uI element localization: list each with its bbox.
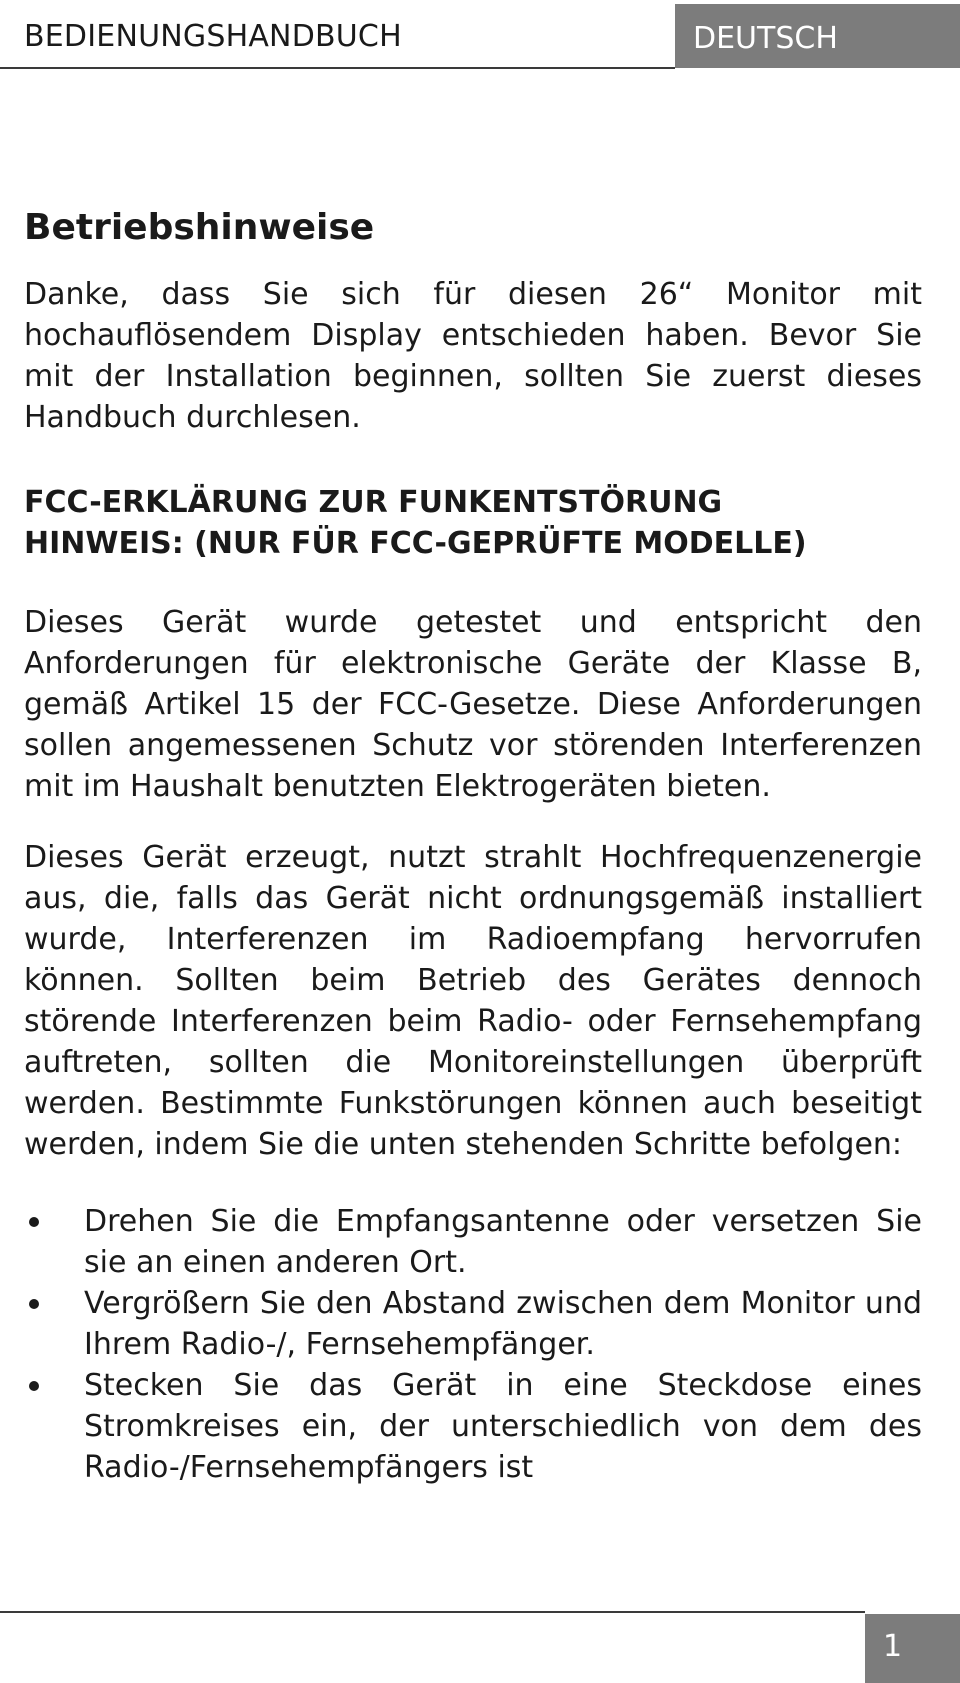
fcc-paragraph-2: Dieses Gerät erzeugt, nutzt strahlt Hochfrequenzenergie aus, die, falls das Gerät nicht ordnungsgemäß installiert wurde, Interferenzen im Radioempfang hervorrufen können. Sollten beim Betrieb des Gerätes dennoch störende Interferenzen beim Radio- oder Fernsehempfang auftreten, sollten die Monitoreinstellungen überprüft werden. Bestimmte Funkstörungen können auch beseitigt werden, indem Sie die unten stehenden Schritte befolgen:	[24, 840, 922, 1162]
list-item-text: Drehen Sie die Empfangsantenne oder versetzen Sie sie an einen anderen Ort.	[84, 1204, 922, 1280]
steps-list	[24, 1201, 922, 1488]
page-header	[0, 0, 960, 72]
language-tab	[675, 4, 960, 68]
intro-paragraph: Danke, dass Sie sich für diesen 26“ Monitor mit hochauflösendem Display entschieden haben. Bevor Sie mit der Installation beginnen, sollten Sie zuerst dieses Handbuch durchlesen.	[24, 277, 922, 435]
page-content	[24, 204, 922, 1488]
section-title: Betriebshinweise	[24, 207, 375, 248]
list-item	[24, 1283, 922, 1365]
fcc-heading	[24, 482, 922, 564]
list-item-text: Vergrößern Sie den Abstand zwischen dem Monitor und Ihrem Radio-/, Fernsehempfänger.	[84, 1286, 922, 1362]
bullet-icon	[29, 1381, 39, 1391]
footer-divider	[0, 1611, 865, 1613]
bullet-icon	[29, 1299, 39, 1309]
manual-title: BEDIENUNGSHANDBUCH	[24, 19, 402, 54]
page-number: 1	[883, 1629, 903, 1664]
list-item	[24, 1365, 922, 1488]
page-number-box	[865, 1614, 960, 1683]
fcc-heading-line-1: FCC-ERKLÄRUNG ZUR FUNKENTSTÖRUNG	[24, 485, 723, 520]
header-divider	[0, 67, 675, 69]
bullet-icon	[29, 1217, 39, 1227]
list-item-text: Stecken Sie das Gerät in eine Steckdose eines Stromkreises ein, der unterschiedlich von dem des Radio-/Fernsehempfängers ist	[84, 1368, 922, 1485]
fcc-heading-line-2: HINWEIS: (NUR FÜR FCC-GEPRÜFTE MODELLE)	[24, 526, 807, 561]
language-label: DEUTSCH	[693, 21, 838, 56]
fcc-paragraph-1: Dieses Gerät wurde getestet und entspricht den Anforderungen für elektronische Geräte der Klasse B, gemäß Artikel 15 der FCC-Gesetze. Diese Anforderungen sollen angemessenen Schutz vor störenden Interferenzen mit im Haushalt benutzten Elektrogeräten bieten.	[24, 605, 922, 804]
list-item	[24, 1201, 922, 1283]
